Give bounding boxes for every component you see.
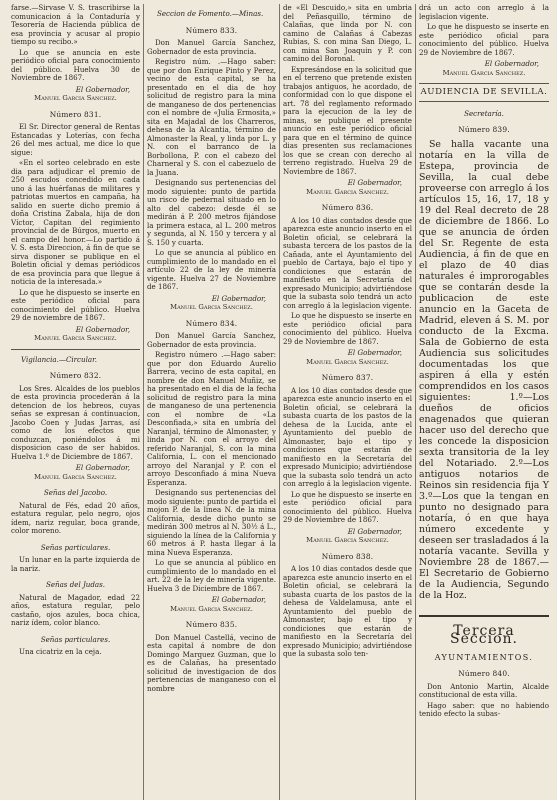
notice-number: Número 837. <box>321 373 374 382</box>
signature-title: El Gobernador, <box>75 463 130 472</box>
notice-number: Número 836. <box>321 203 374 212</box>
signature-title: El Gobernador, <box>211 595 266 604</box>
paragraph: drá un acto con arreglo á la legislacion vigente. <box>419 4 549 21</box>
paragraph: Don Antonio Martin, Alcalde constitucional de esta villa. <box>419 681 549 699</box>
paragraph: Un lunar en la parte izquierda de la nariz. <box>11 555 140 573</box>
paragraph: A los 10 dias contados desde que aparezca este anuncio inserto en el Boletin oficial, se celebrará la subasta tercera de los pastos de la Cañada, ante el Ayuntamiento del pueblo de Cartaya, bajo el tipo y condiciones que estarán de manifiesto en la Secretaría del expresado Municipio; advirtiéndose que la subasta solo tendrá un acto con arreglo á la legislacion vigente. <box>283 215 412 310</box>
paragraph: El Sr. Director general de Rentas Estancadas y Loterías, con fecha 26 del mes actual, me dice lo que sigue: <box>11 122 140 157</box>
subheading: Señas particulares. <box>40 542 111 552</box>
column-1 <box>8 4 144 800</box>
column-2 <box>144 4 280 800</box>
signature-title: El Gobernador, <box>347 526 402 536</box>
notice-body <box>419 139 549 601</box>
paragraph: Designando sus pertenencias del modo siguiente: punto de partida el mojon P. de la linea N. de la mina California, desde dicho punto se medirán 300 metros al N. 30½ á L., siguiendo la línea de la California y 60 metros á P. hasta llegar á la mina Nueva Esperanza. <box>147 488 276 557</box>
subheading: Señas del Jacobo. <box>43 488 108 497</box>
signature-title: El Gobernador, <box>211 293 266 303</box>
subheading: Secretaría. <box>464 108 504 118</box>
column-3 <box>280 4 416 800</box>
paragraph: Don Manuel García Sanchez, Gobernador de esta provincia. <box>147 38 276 56</box>
paragraph: Lo que he dispuesto se inserte en este periódico oficial para conocimiento del público. Huelva 29 de noviembre de 1867. <box>11 287 140 322</box>
paragraph: A los 10 dias contados desde que aparezca este anuncio inserto en el Boletin oficial, se celebrará la subasta cuarta de los pastos de la dehesa de la Lucida, ante el Ayuntamiento del pueblo de Almonaster, bajo el tipo y condiciones que estarán de manifiesto en la Secretaría del expresado Municipio; advirtiéndose que la subasta solo tendrá un acto con arreglo á la legislacion vigente. <box>283 385 412 488</box>
notice-body-text: Se halla vacante una notaría en la villa de Estepa, provincia de Sevilla, la cual debe proveerse con arreglo á los artículos 15, 16, 17, 18 y 19 del Real decreto de 28 de diciembre de 1866. Lo que se anuncia de órden del Sr. Regente de esta Audiencia, á fin de que en el plazo de 40 dias naturales é improrogables que se contarán desde la publicacion de este anuncio en la Gaceta de Madrid, eleven á S. M. por conducto de la Excma. Sala de Gobierno de esta Audiencia sus solicitudes documentadas los que aspiren á ella y estén comprendidos en los casos siguientes: 1.º—Los dueños de oficios enagenados que quieran hacer uso del derecho que les concede la disposicion sexta transitoria de la ley del Notariado. 2.º—Los antiguos notarios de Reinos sin residencia fija Y 3.º—Los que la tengan en punto no designado para notaría, ó en que haya número excedente y deseen ser trasladados á la notaría vacante. Sevilla y Noviembre 28 de 1867.—El Secretario de Gobierno de la Audiencia, Segundo de la Hoz. <box>419 138 550 601</box>
notice-number: Número 839. <box>458 125 510 134</box>
signature-name: Manuel Garcia Sanchez. <box>34 472 117 481</box>
signature-name: Manuel Garcia Sanchez. <box>34 334 117 342</box>
subheading: Señas particulares. <box>40 634 111 644</box>
notice-number: Número 835. <box>185 620 238 629</box>
signature-title: El Gobernador, <box>347 348 402 357</box>
paragraph: Lo que he dispuesto se inserte en este periódico oficial para conocimiento del público. Huelva 29 de Noviembre de 1867. <box>283 311 412 346</box>
notice-number: Número 833. <box>185 25 238 35</box>
section-heading: Seccion de Fomento.—Minas. <box>157 9 264 18</box>
paragraph: Lo que se anuncia en este periódico oficial para conocimiento del público. Huelva 30 de Noviembre de 1867. <box>11 47 140 82</box>
signature-name: Manuel Garcia Sanchez. <box>442 68 526 77</box>
paragraph: Registro número .—Hago saber: que por don Eduardo Aurelio Barrera, vecino de esta capital, en nombre de don Manuel Muñiz, se ha presentado en el dia de la fecha solicitud de registro para la mina de manganeso de una pertenencia con el nombre de «La Desconfiada,» sita en umbría del Naranjal, término de Almonaster, y linda por N. con el arroyo del referido Naranjal, S. con la mina California, L. con el mencionado arroyo del Naranjal y P. con el arroyo Desconfiado á mina Nueva Esperanza. <box>147 350 276 487</box>
notice-number: Número 840. <box>458 669 510 678</box>
signature-title: El Gobernador, <box>484 59 539 68</box>
paragraph: Natural de Magador, edad 22 años, estatura regular, pelo castaño, ojos azules, boca chica, nariz ídem, color blanco. <box>11 592 140 627</box>
signature-title: El Gobernador, <box>75 324 130 334</box>
paragraph: Designando sus pertenencias del modo siguiente: punto de partida un risco de pedernal situado en lo alto del cabezo: desde él se medirán á P. 200 metros fijándose la primera estaca, al L. 200 metros y segunda, al N. 150 y tercera y al S. 150 y cuarta. <box>147 178 276 247</box>
paragraph: Lo que he dispuesto se inserte en este periódico oficial para conocimiento del público. Huelva 29 de Noviembre de 1867. <box>419 22 549 57</box>
paragraph: Expresándose en la solicitud que en el terreno que pretende existen trabajos antiguos, he acordado, de conformidad con lo que dispone el art. 78 del reglamento reformado para la ejecucion de la ley de minas, se publique el presente anuncio en este periódico oficial para que en el término de quince dias presenten sus reclamaciones los que se crean con derecho al terreno registrado. Huelva 29 de Noviembre de 1867. <box>283 64 412 176</box>
paragraph: «En el sorteo celebrado en este dia para adjudicar el premio de 250 escudos concedido en cada uno á las huérfanas de militares y patriotas muertos en campaña, ha salido en suerte dicho premio á doña Cristina Zabala, hija de don Víctor, Capitan del regimiento provincial de de Búrgos, muerto en el campo del honor.—Lo partido á V. S. esta Direccion, á fin de que se sirva disponer se publique en el Boletin oficial y demas periódicos de esa provincia para que llegue á noticia de la interesada.» <box>11 158 140 286</box>
paragraph: Registro núm. .—Hago saber: que por don Enrique Pinto y Perez, vecino de esta capital, se ha presentado en el dia de hoy solicitud de registro para la mina de manganeso de dos pertenencias con el nombre de «Julia Ermosita,» sita en Majadal de los Charreros, dehesa de la Alcantia, término de Almonaster la Real, y linda por L. y N. con el barranco de la Borbollona, P. con el cabezo del Charneral y S. con el cabezuelo de la Juana. <box>147 57 276 177</box>
divider <box>11 349 140 350</box>
tercera-seccion-heading: Tercera Seccion. <box>419 615 549 644</box>
paragraph: Don Manuel Castellá, vecino de esta capital á nombre de don Domingo Marquez Guzman, que lo es de Calañas, ha presentado solicitud de investigacion de dos pertenencias de manganeso con el nombre <box>147 632 276 693</box>
column-4 <box>416 4 552 800</box>
paragraph: Don Manuel García Sanchez, Gobernador de esta provincia. <box>147 331 276 349</box>
section-heading: Vigilancia.—Circular. <box>21 354 97 364</box>
paragraph: A los 10 dias contados desde que aparezca este anuncio inserto en el Boletin oficial, se celebrará la subasta cuarta de los pastos de la dehesa de Valdelamusa, ante el Ayuntamiento del pueblo de Almonaster, bajo el tipo y condiciones que estarán de manifiesto en la Secretaría del expresado Municipio; advirtiéndose que la subasta solo ten- <box>283 564 412 658</box>
signature-name: Manuel Garcia Sanchez. <box>306 187 389 196</box>
paragraph: Lo que se anuncia al público en cumplimiento de lo mandado en el artículo 22 de la ley de minería vigente. Huelva 27 de Noviembre de 1867. <box>147 248 276 291</box>
paragraph: Natural de Fés, edad 20 años, estatura regular, pelo negro, ojos ídem, nariz regular, boca grande, color moreno. <box>11 500 140 535</box>
notice-number: Número 838. <box>321 551 374 561</box>
signature-title: El Gobernador, <box>347 178 402 187</box>
paragraph: Hago saber: que no habiendo tenido efecto la subas- <box>419 700 549 718</box>
ayuntamientos-heading: AYUNTAMIENTOS. <box>434 652 534 662</box>
paragraph: de «El Descuido,» sita en umbria del Peñasquillo, término de Calañas, que linda por N. con camino de Calañas á Cabezas Rubias, S. con mina San Diego, L. con mina San Joaquin y P. con camino del Boronal. <box>283 4 412 63</box>
signature-name: Manuel Garcia Sanchez. <box>306 357 389 366</box>
notice-number: Número 831. <box>49 109 102 119</box>
paragraph: farse.—Sirvase V. S. trascribirse la comunicacion á la Contaduría y Tesorería de Hacienda pública de esa provincia y acusar al propio tiempo su recibo.» <box>11 4 140 46</box>
notice-number: Número 832. <box>49 371 102 380</box>
signature-name: Manuel Garcia Sanchez. <box>170 303 253 311</box>
paragraph: Lo que he dispuesto se inserte en este periódico oficial para conocimiento del público. Huelva 29 de Noviembre de 1867. <box>283 489 412 524</box>
subheading: Señas del Judas. <box>45 580 106 589</box>
signature-name: Manuel Garcia Sanchez. <box>170 604 253 613</box>
audiencia-heading: AUDIENCIA DE SEVILLA. <box>419 83 549 102</box>
signature-name: Manuel Garcia Sanchez. <box>306 536 389 544</box>
notice-number: Número 834. <box>185 318 238 328</box>
signature-name: Manuel Garcia Sanchez. <box>34 94 117 102</box>
paragraph: Los Sres. Alcaldes de los pueblos de esta provincia procederán á la detencion de los hebreos, cuyas señas se expresan á continuacion, Jacobo Coen y Judas Jarras, así como de los efectos que conduzcan, poniéndolos á mi disposicion caso de ser habidos. Huelva 1.º de Diciembre de 1867. <box>11 383 140 461</box>
paragraph: Una cicatriz en la ceja. <box>19 647 102 656</box>
paragraph: Lo que se anuncia al público en cumplimiento de lo mandado en el art. 22 de la ley de minería vigente. Huelva 3 de Diciembre de 1867. <box>147 558 276 593</box>
signature-title: El Gobernador, <box>75 84 130 94</box>
